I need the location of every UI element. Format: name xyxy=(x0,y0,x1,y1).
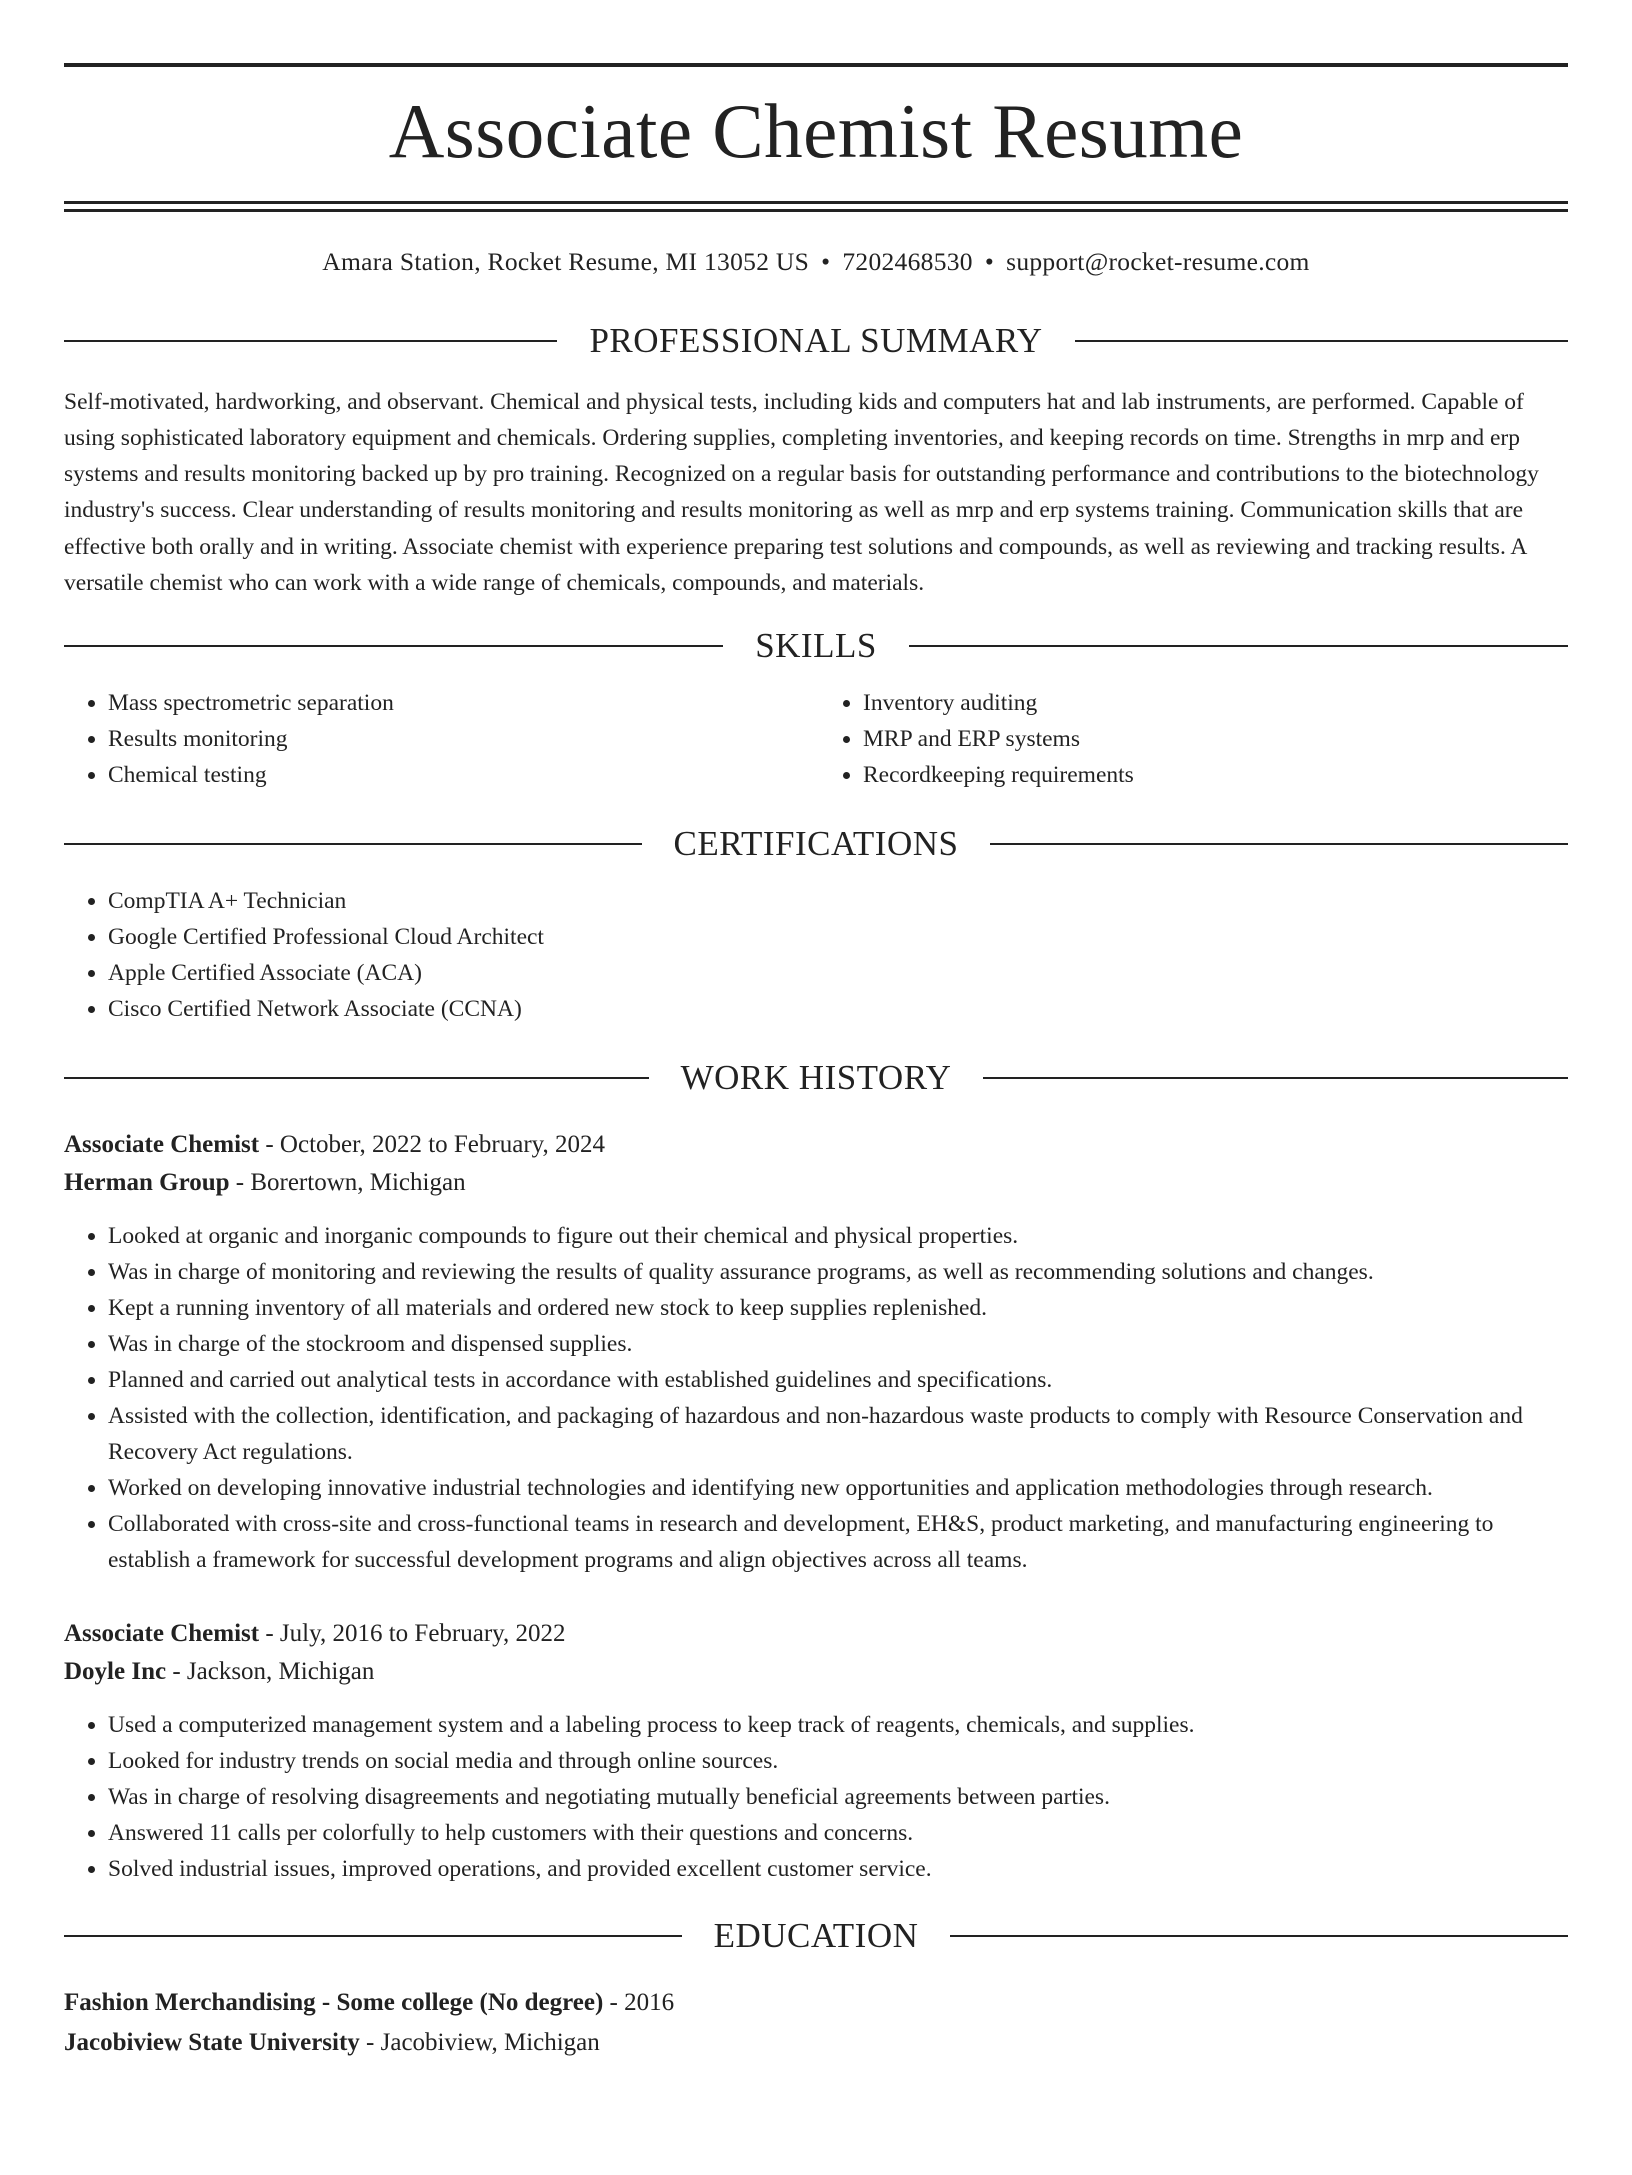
list-item: • Looked at organic and inorganic compounds to figure out their chemical and physical properties. xyxy=(108,1218,1568,1254)
section-rule xyxy=(1075,340,1568,342)
job-dates: - October, 2022 to February, 2024 xyxy=(259,1131,606,1159)
list-item: • Apple Certified Associate (ACA) xyxy=(108,955,1568,991)
job-entry-2 xyxy=(64,1615,1568,1887)
section-header-skills xyxy=(64,625,1568,667)
education-school-line xyxy=(64,2023,1568,2063)
section-title-skills: SKILLS xyxy=(755,626,877,666)
list-item: • Solved industrial issues, improved operations, and provided excellent customer service. xyxy=(108,1851,1568,1887)
job-title: Associate Chemist xyxy=(64,1131,260,1159)
skills-grid xyxy=(64,685,1568,793)
education-degree-line xyxy=(64,1983,1568,2023)
section-rule xyxy=(64,340,557,342)
list-item: • Chemical testing xyxy=(108,757,816,793)
certifications-list xyxy=(64,883,1568,1027)
list-item: • Planned and carried out analytical tests in accordance with established guidelines and specifications. xyxy=(108,1362,1568,1398)
list-item: • Used a computerized management system and a labeling process to keep track of reagents, chemicals, and supplies. xyxy=(108,1707,1568,1743)
list-item: • Kept a running inventory of all materials and ordered new stock to keep supplies replenished. xyxy=(108,1290,1568,1326)
top-rule xyxy=(64,63,1568,67)
section-rule xyxy=(990,843,1568,845)
section-header-summary xyxy=(64,320,1568,362)
job-title-line xyxy=(64,1615,1568,1653)
list-item: • Assisted with the collection, identification, and packaging of hazardous and non-hazardous waste products to comply with Resource Conservation and Recovery Act regulations. xyxy=(108,1398,1568,1470)
section-header-certifications xyxy=(64,823,1568,865)
page-title: Associate Chemist Resume xyxy=(388,88,1244,174)
list-item: • Cisco Certified Network Associate (CCNA) xyxy=(108,991,1568,1027)
job-location: - Jackson, Michigan xyxy=(166,1658,375,1686)
section-header-education xyxy=(64,1915,1568,1957)
title-double-rule xyxy=(64,201,1568,212)
section-title-education: EDUCATION xyxy=(713,1916,919,1956)
list-item: • MRP and ERP systems xyxy=(863,721,1568,757)
section-title-summary: PROFESSIONAL SUMMARY xyxy=(589,320,1043,360)
list-item: • Mass spectrometric separation xyxy=(108,685,816,721)
summary-paragraph: Self-motivated, hardworking, and observant. Chemical and physical tests, including kids and computers hat and lab instruments, are performed. Capable of using sophisticated laboratory equipment and chemicals. Ordering supplies, completing inventories, and keeping records on time. Strengths in mrp and erp systems and results monitoring backed up by pro training. Recognized on a regular basis for outstanding performance and contributions to the biotechnology industry's success. Clear understanding of results monitoring and results monitoring as well as mrp and erp systems training. Communication skills that are effective both orally and in writing. Associate chemist with experience preparing test solutions and compounds, as well as reviewing and tracking results. A versatile chemist who can work with a wide range of chemicals, compounds, and materials. xyxy=(64,388,1539,597)
resume-page xyxy=(0,63,1632,2175)
list-item: • Results monitoring xyxy=(108,721,816,757)
education-year: - 2016 xyxy=(603,1989,675,2017)
section-rule xyxy=(64,1935,682,1937)
section-title-certifications: CERTIFICATIONS xyxy=(673,824,959,864)
contact-separator: • xyxy=(821,247,831,276)
section-rule xyxy=(983,1077,1568,1079)
section-header-work-history xyxy=(64,1057,1568,1099)
contact-address: Amara Station, Rocket Resume, MI 13052 US xyxy=(322,247,810,276)
education-degree: Fashion Merchandising - Some college (No degree) xyxy=(64,1989,604,2017)
contact-email: support@rocket-resume.com xyxy=(1006,247,1310,276)
section-title-work-history: WORK HISTORY xyxy=(680,1058,952,1098)
contact-phone: 7202468530 xyxy=(842,247,973,276)
job-title-line xyxy=(64,1126,1568,1164)
job-title: Associate Chemist xyxy=(64,1620,260,1648)
list-item: • CompTIA A+ Technician xyxy=(108,883,1568,919)
list-item: • Was in charge of resolving disagreements and negotiating mutually beneficial agreements between parties. xyxy=(108,1779,1568,1815)
section-rule xyxy=(64,1077,649,1079)
job-company: Herman Group xyxy=(64,1169,230,1197)
job-entry-1 xyxy=(64,1126,1568,1578)
list-item: • Answered 11 calls per colorfully to help customers with their questions and concerns. xyxy=(108,1815,1568,1851)
education-location: - Jacobiview, Michigan xyxy=(359,2029,600,2057)
job-bullets xyxy=(64,1218,1568,1578)
list-item: • Recordkeeping requirements xyxy=(863,757,1568,793)
job-company-line xyxy=(64,1164,1568,1202)
skills-column-2 xyxy=(816,685,1568,793)
section-rule xyxy=(64,843,642,845)
education-entry xyxy=(64,1983,1568,2063)
section-rule xyxy=(64,645,723,647)
list-item: • Looked for industry trends on social media and through online sources. xyxy=(108,1743,1568,1779)
list-item: • Google Certified Professional Cloud Architect xyxy=(108,919,1568,955)
list-item: • Was in charge of monitoring and reviewing the results of quality assurance programs, as well as recommending solutions and changes. xyxy=(108,1254,1568,1290)
job-company-line xyxy=(64,1653,1568,1691)
contact-line xyxy=(64,247,1568,278)
list-item: • Collaborated with cross-site and cross-functional teams in research and development, EH&S, product marketing, and manufacturing engineering to establish a framework for successful development programs and align objectives across all teams. xyxy=(108,1506,1568,1578)
section-rule xyxy=(909,645,1568,647)
job-company: Doyle Inc xyxy=(64,1658,167,1686)
skills-column-1 xyxy=(64,685,816,793)
list-item: • Was in charge of the stockroom and dispensed supplies. xyxy=(108,1326,1568,1362)
job-location: - Borertown, Michigan xyxy=(229,1169,466,1197)
section-rule xyxy=(950,1935,1568,1937)
list-item: • Worked on developing innovative industrial technologies and identifying new opportunities and application methodologies through research. xyxy=(108,1470,1568,1506)
education-school: Jacobiview State University xyxy=(64,2029,360,2057)
list-item: • Inventory auditing xyxy=(863,685,1568,721)
contact-separator: • xyxy=(984,247,995,276)
job-bullets xyxy=(64,1707,1568,1887)
job-dates: - July, 2016 to February, 2022 xyxy=(259,1620,566,1648)
